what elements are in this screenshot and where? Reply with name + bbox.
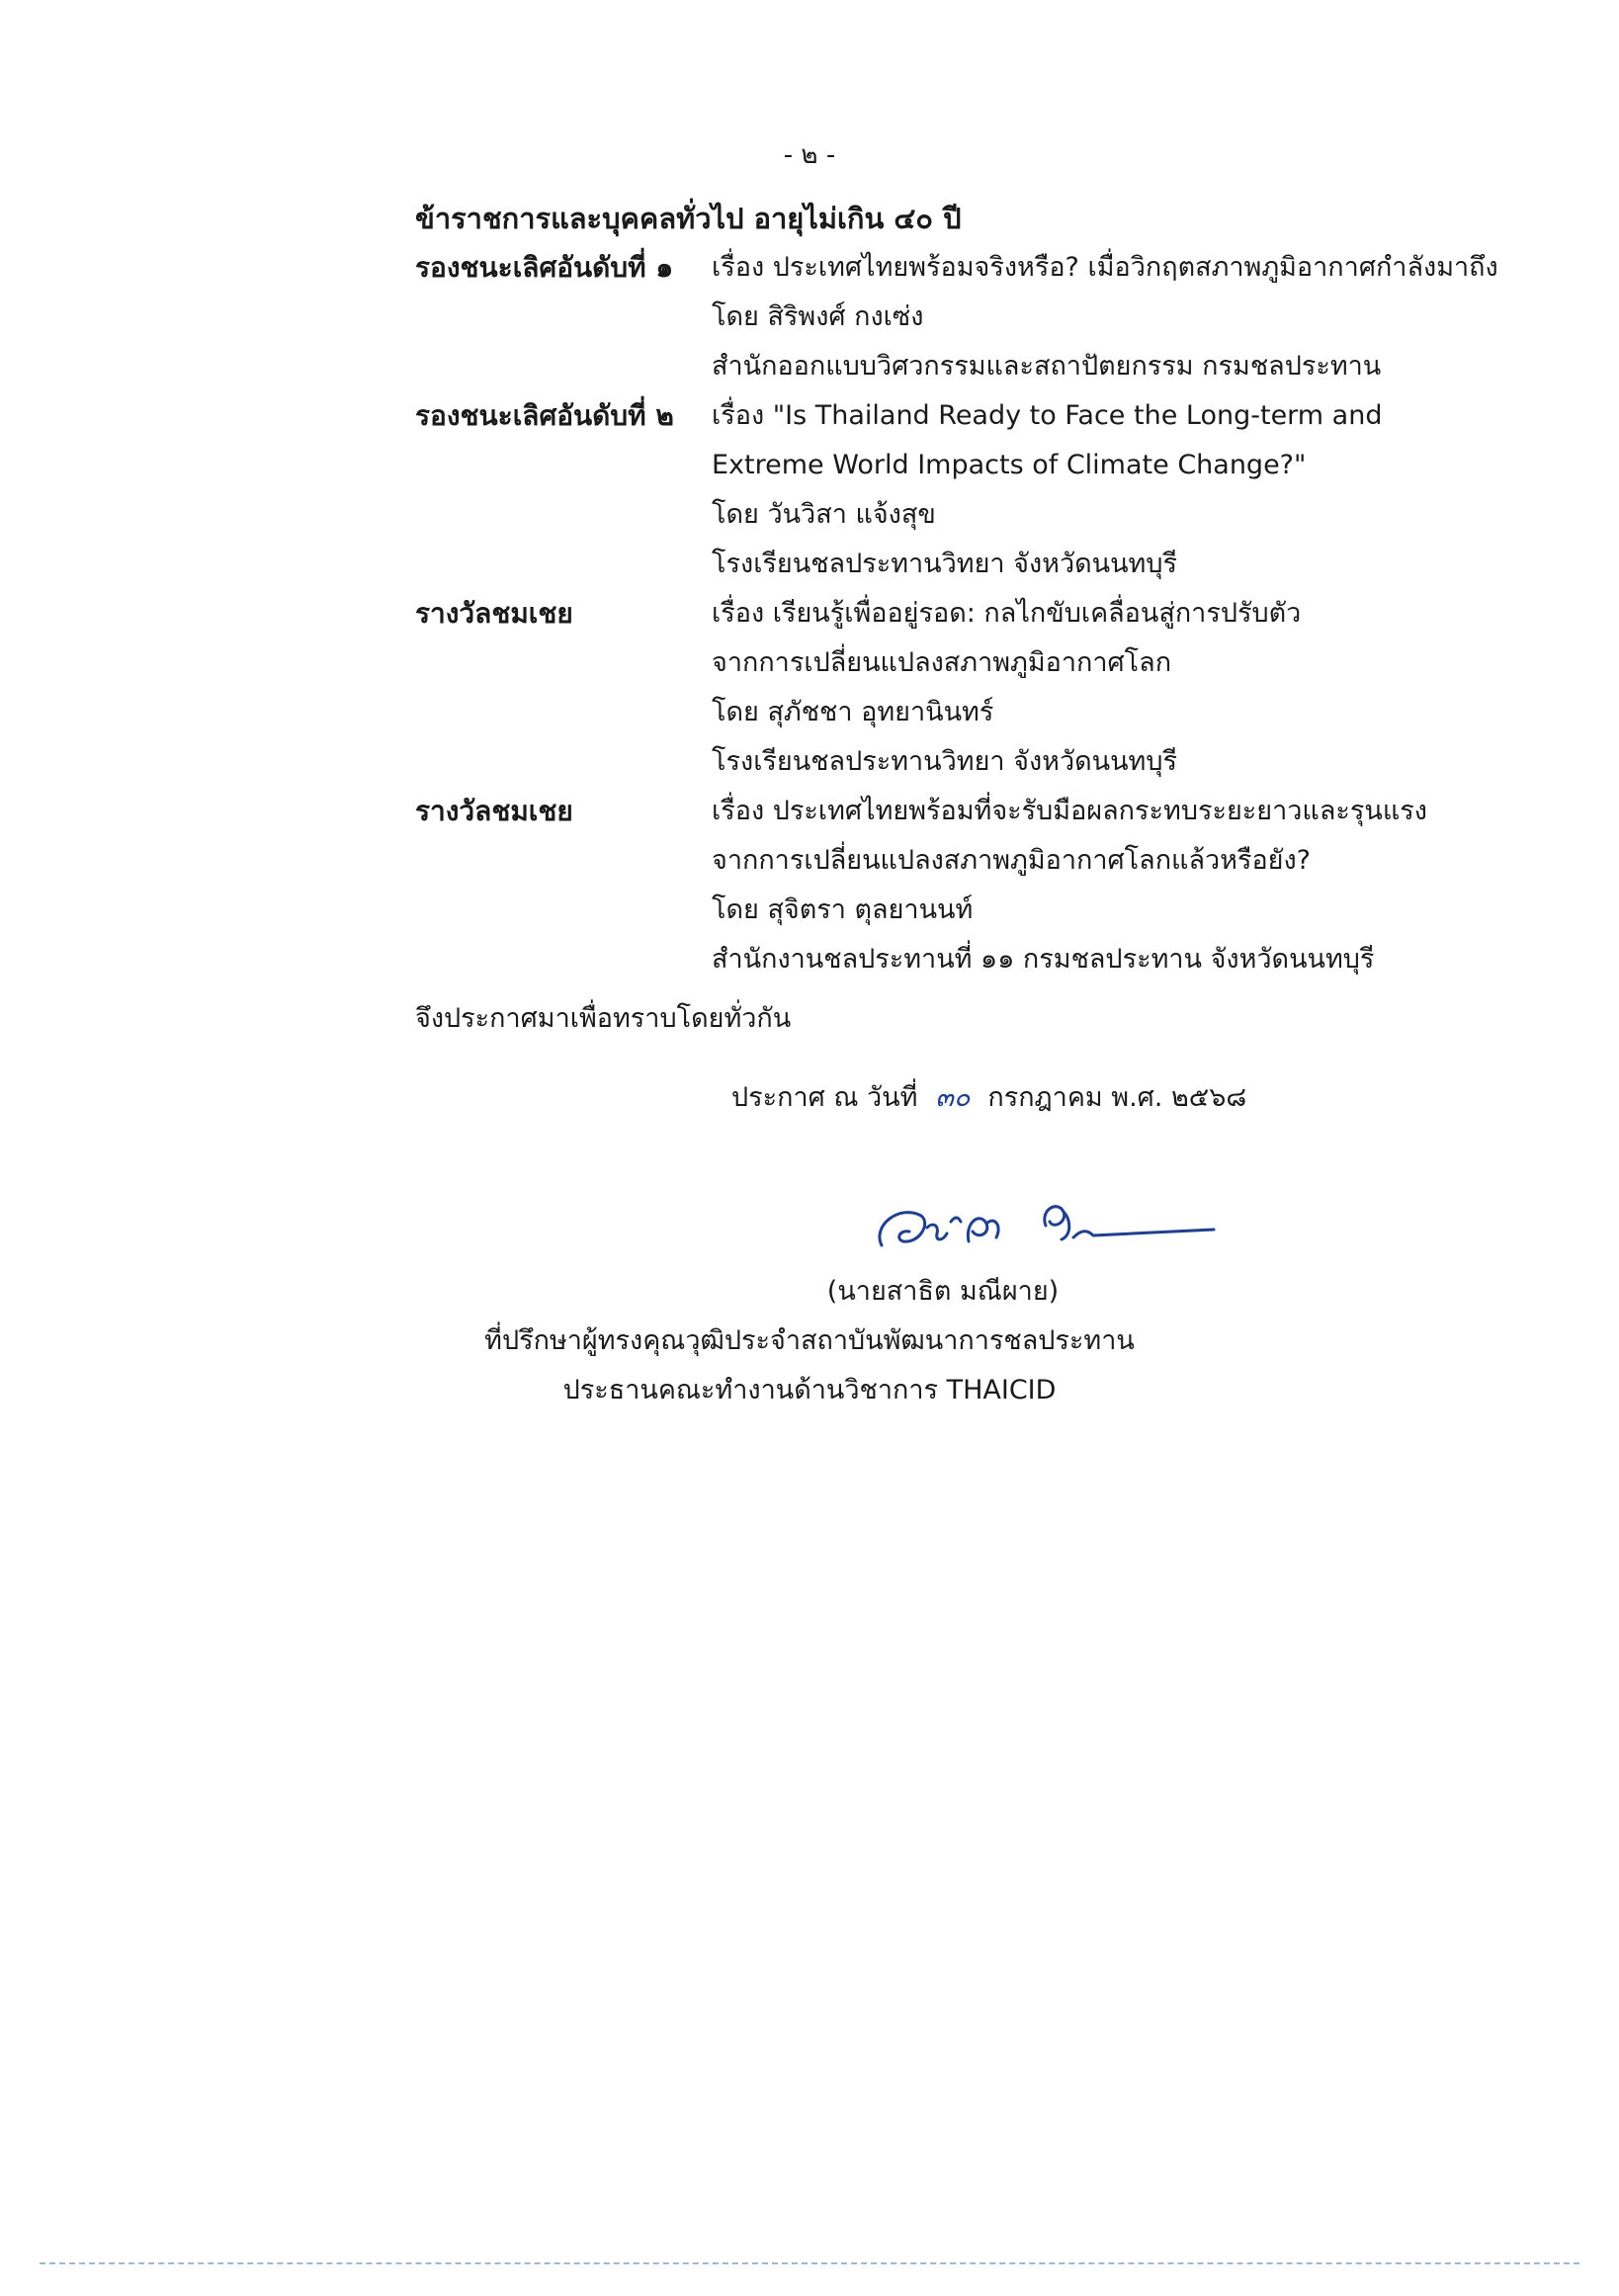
- award-detail-line: เรื่อง เรียนรู้เพื่ออยู่รอด: กลไกขับเคลื่อนสู่การปรับตัว: [712, 598, 1302, 629]
- award-detail-line: Extreme World Impacts of Climate Change?": [712, 450, 1307, 480]
- signer-position-2: ประธานคณะทำงานด้านวิชาการ THAICID: [562, 1375, 1057, 1405]
- award-label: รองชนะเลิศอันดับที่ ๑: [415, 251, 674, 284]
- footer-divider: [40, 2262, 1579, 2264]
- date-month-year: กรกฎาคม พ.ศ. ๒๕๖๘: [987, 1082, 1247, 1113]
- page-number: - ๒ -: [783, 140, 836, 170]
- award-label: รางวัลชมเชย: [415, 795, 573, 827]
- award-detail-line: จากการเปลี่ยนแปลงสภาพภูมิอากาศโลกแล้วหรือยัง?: [712, 845, 1312, 876]
- award-label: รองชนะเลิศอันดับที่ ๒: [415, 399, 674, 432]
- award-details: [712, 589, 1522, 787]
- award-details: [712, 391, 1522, 589]
- signer-name: (นายสาธิต มณีผาย): [826, 1276, 1060, 1307]
- award-detail-line: เรื่อง ประเทศไทยพร้อมจริงหรือ? เมื่อวิกฤตสภาพภูมิอากาศกำลังมาถึง: [712, 252, 1498, 283]
- award-list: [415, 243, 1522, 984]
- award-detail-line: เรื่อง ประเทศไทยพร้อมที่จะรับมือผลกระทบระยะยาวและรุนแรง: [712, 796, 1427, 826]
- date-day-handwritten: ๓๐: [935, 1082, 971, 1113]
- award-label: รางวัลชมเชย: [415, 597, 573, 630]
- award-detail-line: สำนักงานชลประทานที่ ๑๑ กรมชลประทาน จังหวัดนนทบุรี: [712, 944, 1375, 975]
- award-detail-line: โรงเรียนชลประทานวิทยา จังหวัดนนทบุรี: [712, 549, 1177, 579]
- award-detail-line: โดย สุภัชชา อุทยานินทร์: [712, 697, 994, 727]
- section-heading: ข้าราชการและบุคคลทั่วไป อายุไม่เกิน ๔๐ ปี: [415, 202, 962, 235]
- award-entry: [415, 787, 1522, 984]
- award-detail-line: โรงเรียนชลประทานวิทยา จังหวัดนนทบุรี: [712, 746, 1177, 777]
- closing-statement: จึงประกาศมาเพื่อทราบโดยทั่วกัน: [415, 1003, 792, 1034]
- award-entry: [415, 243, 1522, 391]
- award-details: [712, 787, 1522, 984]
- award-detail-line: โดย สุจิตรา ตุลยานนท์: [712, 894, 974, 925]
- announcement-date: [731, 1075, 1246, 1118]
- signer-block: [0, 1267, 1619, 1415]
- award-detail-line: เรื่อง "Is Thailand Ready to Face the Long-term and: [712, 400, 1383, 431]
- award-detail-line: โดย สิริพงศ์ กงเซ่ง: [712, 301, 924, 332]
- award-detail-line: จากการเปลี่ยนแปลงสภาพภูมิอากาศโลก: [712, 647, 1172, 678]
- award-detail-line: โดย วันวิสา แจ้งสุข: [712, 499, 936, 530]
- signer-position-1: ที่ปรึกษาผู้ทรงคุณวุฒิประจำสถาบันพัฒนาการชลประทาน: [484, 1325, 1135, 1356]
- award-entry: [415, 391, 1522, 589]
- signature-image: [870, 1186, 1226, 1275]
- award-details: [712, 243, 1522, 391]
- date-prefix: ประกาศ ณ วันที่: [731, 1082, 918, 1113]
- award-entry: [415, 589, 1522, 787]
- award-detail-line: สำนักออกแบบวิศวกรรมและสถาปัตยกรรม กรมชลประทาน: [712, 351, 1382, 382]
